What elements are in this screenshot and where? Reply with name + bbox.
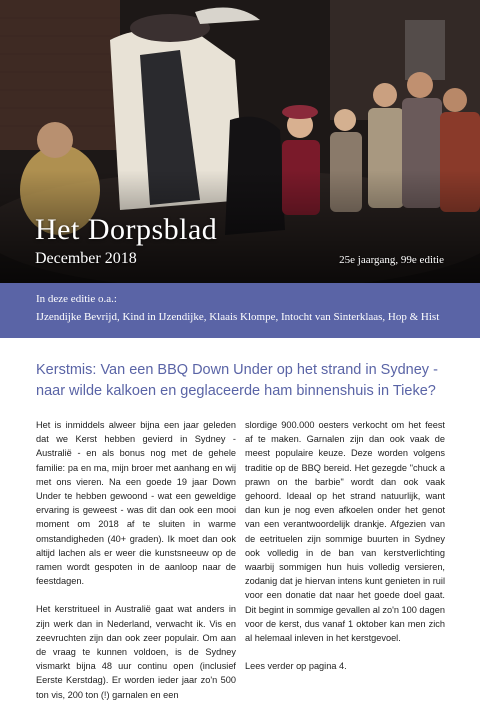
cover-photo [0,0,480,283]
article-paragraph: Het kerstritueel in Australië gaat wat anders in zijn werk dan in Nederland, verwacht ik. Vis en zeevruchten zijn dan ook zeer populair. Om aan de vraag te kunnen voldoen, is de Sydney vismarkt bijna 48 uur continu open (inclusief Eerste Kerstdag). Er worden ieder jaar zo'n 500 ton vis, 200 ton (!) garnalen en een [36,604,236,700]
article-headline: Kerstmis: Van een BBQ Down Under op het strand in Sydney - naar wilde kalkoen en geglaceerde ham binnenshuis in Tieke? [36,362,438,399]
contents-band [0,283,480,338]
newsletter-title: Het Dorpsblad [35,213,218,246]
article-column-right [245,418,445,687]
contents-label: In deze editie o.a.: [36,293,117,305]
article-paragraph: Het is inmiddels alweer bijna een jaar geleden dat we Kerst hebben gevierd in Sydney - Australië - en als bonus nog met de gehele familie: pa en ma, mijn broer met aanhang en wij met ons vieren. Na een goede 19 jaar Down Under te hebben gewoond - wat een geweldige ervaring is geweest - was dit dan ook een mooi moment om 2018 af te sluiten in warme omstandigheden (40+ graden). Ik moet dan ook altijd lachen als er weer die kunstsneeuw op de ramen wordt gespoten in de aanloop naar de feestdagen. [36,420,236,587]
article-paragraph: slordige 900.000 oesters verkocht om het feest af te maken. Garnalen zijn dan ook vaak de meest populaire keuze. Deze worden volgens traditie op de BBQ bereid. Het gezegde "chuck a prawn on the barbie" wordt dan ook vaak gehoord. Ideaal op het strand natuurlijk, want dan kun je nog even afkoelen onder het genot van een verantwoordelijk drankje. Afgezien van de eetrituelen zijn sommige buurten in Sydney ook volledig in de ban van kerstverlichting waarbij sommigen hun huis volledig versieren, zodanig dat je hiervan intens kunt genieten in ruil voor een donatie dat naar het goede doel gaat. Dit begint in sommige gevallen al zo'n 100 dagen voor de kerst, dus vanaf 1 oktober kan men zich al helemaal inleven in het kerstgevoel. [245,420,445,644]
contents-items: IJzendijke Bevrijd, Kind in IJzendijke, Klaais Klompe, Intocht van Sinterklaas, Hop & Hist [36,311,440,323]
edition-info: 25e jaargang, 99e editie [339,254,444,266]
article-column-left [36,418,236,716]
continued-note: Lees verder op pagina 4. [245,661,347,672]
issue-date: December 2018 [35,250,137,267]
